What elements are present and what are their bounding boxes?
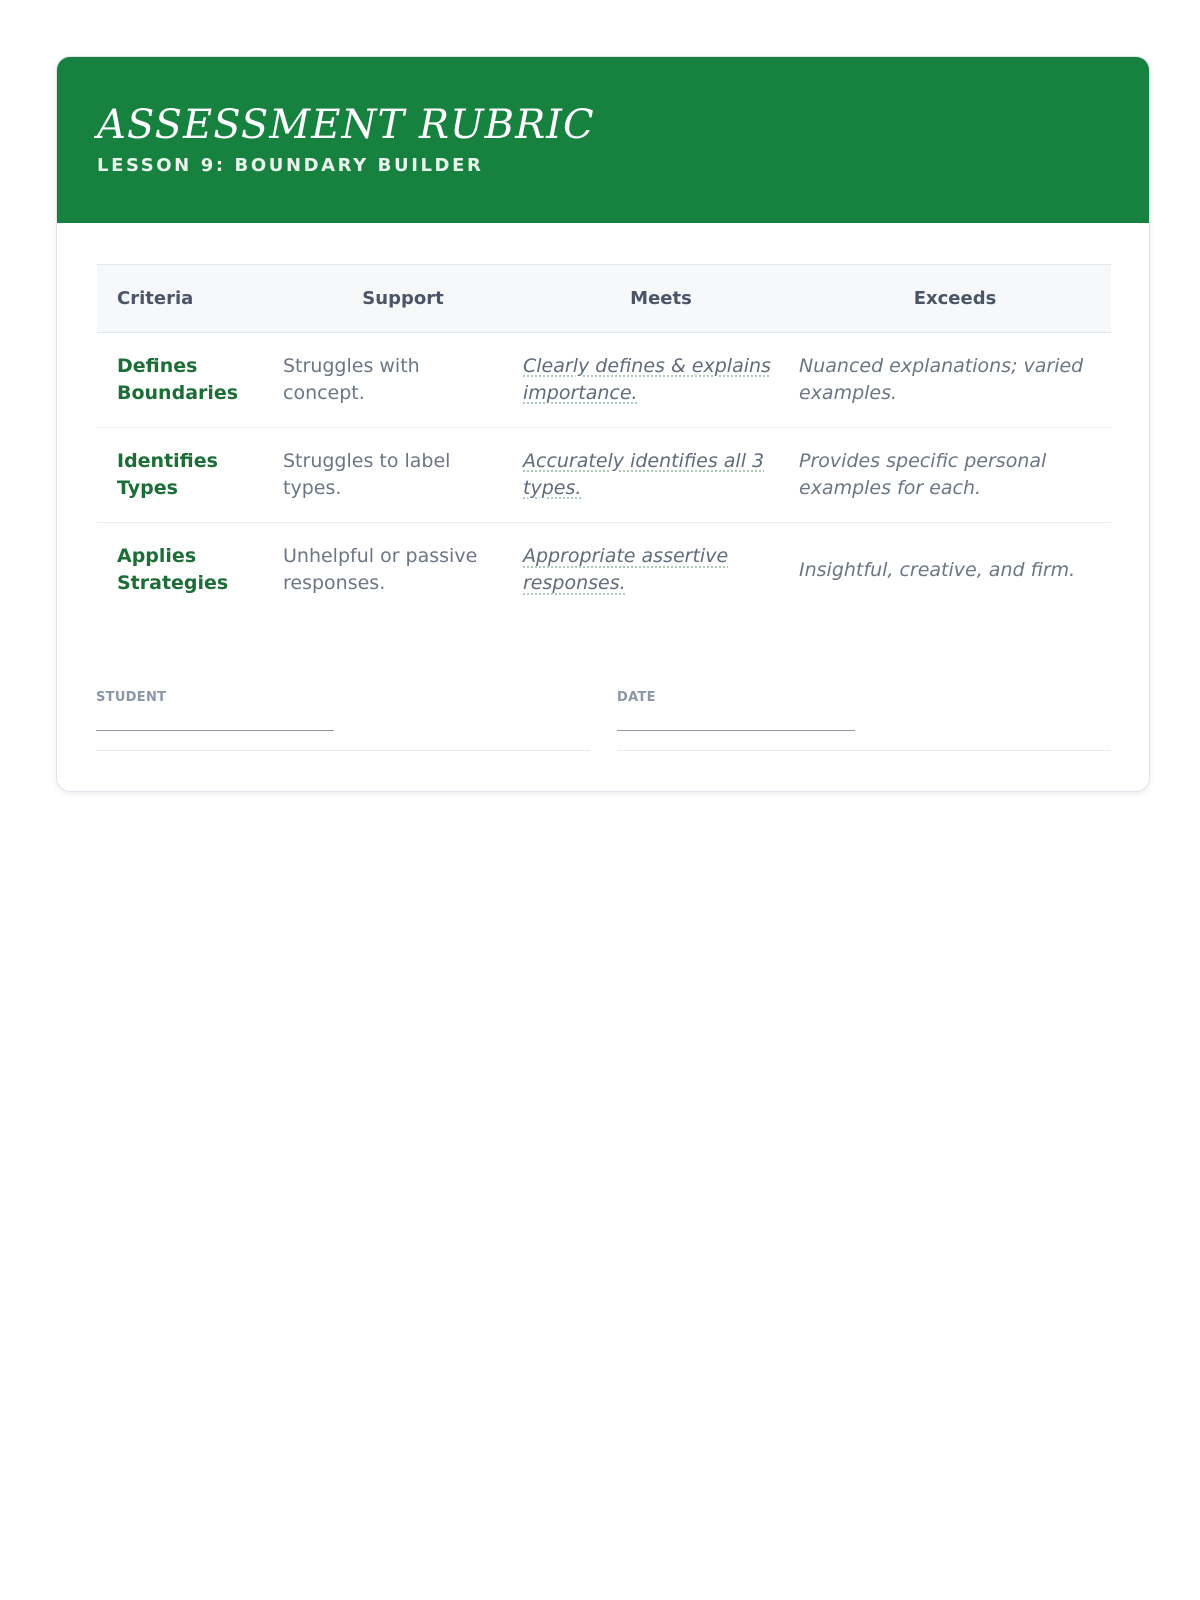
exceeds-cell: Insightful, creative, and firm. (799, 558, 1076, 581)
page-title: ASSESSMENT RUBRIC (97, 102, 595, 148)
meets-cell (523, 523, 799, 618)
meets-text: Appropriate assertive responses. (523, 545, 729, 595)
column-header-meets: Meets (630, 288, 692, 309)
meets-text: Clearly defines & explains importance. (523, 355, 771, 404)
lesson-subtitle: LESSON 9: BOUNDARY BUILDER (97, 155, 484, 176)
rubric-header (57, 57, 1149, 223)
column-header-support: Support (362, 288, 444, 309)
criteria-cell: Identifies Types (117, 450, 218, 499)
meets-cell (523, 428, 799, 523)
table-row (97, 523, 1111, 618)
meets-text: Accurately identifies all 3 types. (523, 450, 765, 499)
rubric-card (56, 56, 1150, 792)
rubric-table-wrap (97, 264, 1111, 618)
date-label: DATE (617, 690, 656, 705)
criteria-cell: Applies Strategies (117, 545, 229, 595)
column-header-exceeds: Exceeds (913, 288, 997, 309)
student-signature-field[interactable] (96, 690, 590, 751)
table-header-row (97, 265, 1111, 333)
support-cell: Struggles to label types. (283, 450, 451, 499)
support-cell: Unhelpful or passive responses. (283, 545, 478, 595)
exceeds-cell: Nuanced explanations; varied examples. (799, 355, 1084, 404)
table-row (97, 428, 1111, 523)
student-line: __________________________ (96, 712, 334, 731)
date-line: __________________________ (617, 712, 855, 731)
support-cell: Struggles with concept. (283, 355, 420, 404)
date-field[interactable] (617, 690, 1111, 751)
table-row (97, 333, 1111, 428)
exceeds-cell: Provides specific personal examples for each. (799, 450, 1047, 499)
rubric-table (97, 264, 1111, 618)
criteria-cell: Defines Boundaries (117, 355, 239, 404)
column-header-criteria: Criteria (117, 288, 194, 309)
meets-cell (523, 333, 799, 428)
student-label: STUDENT (96, 690, 167, 705)
